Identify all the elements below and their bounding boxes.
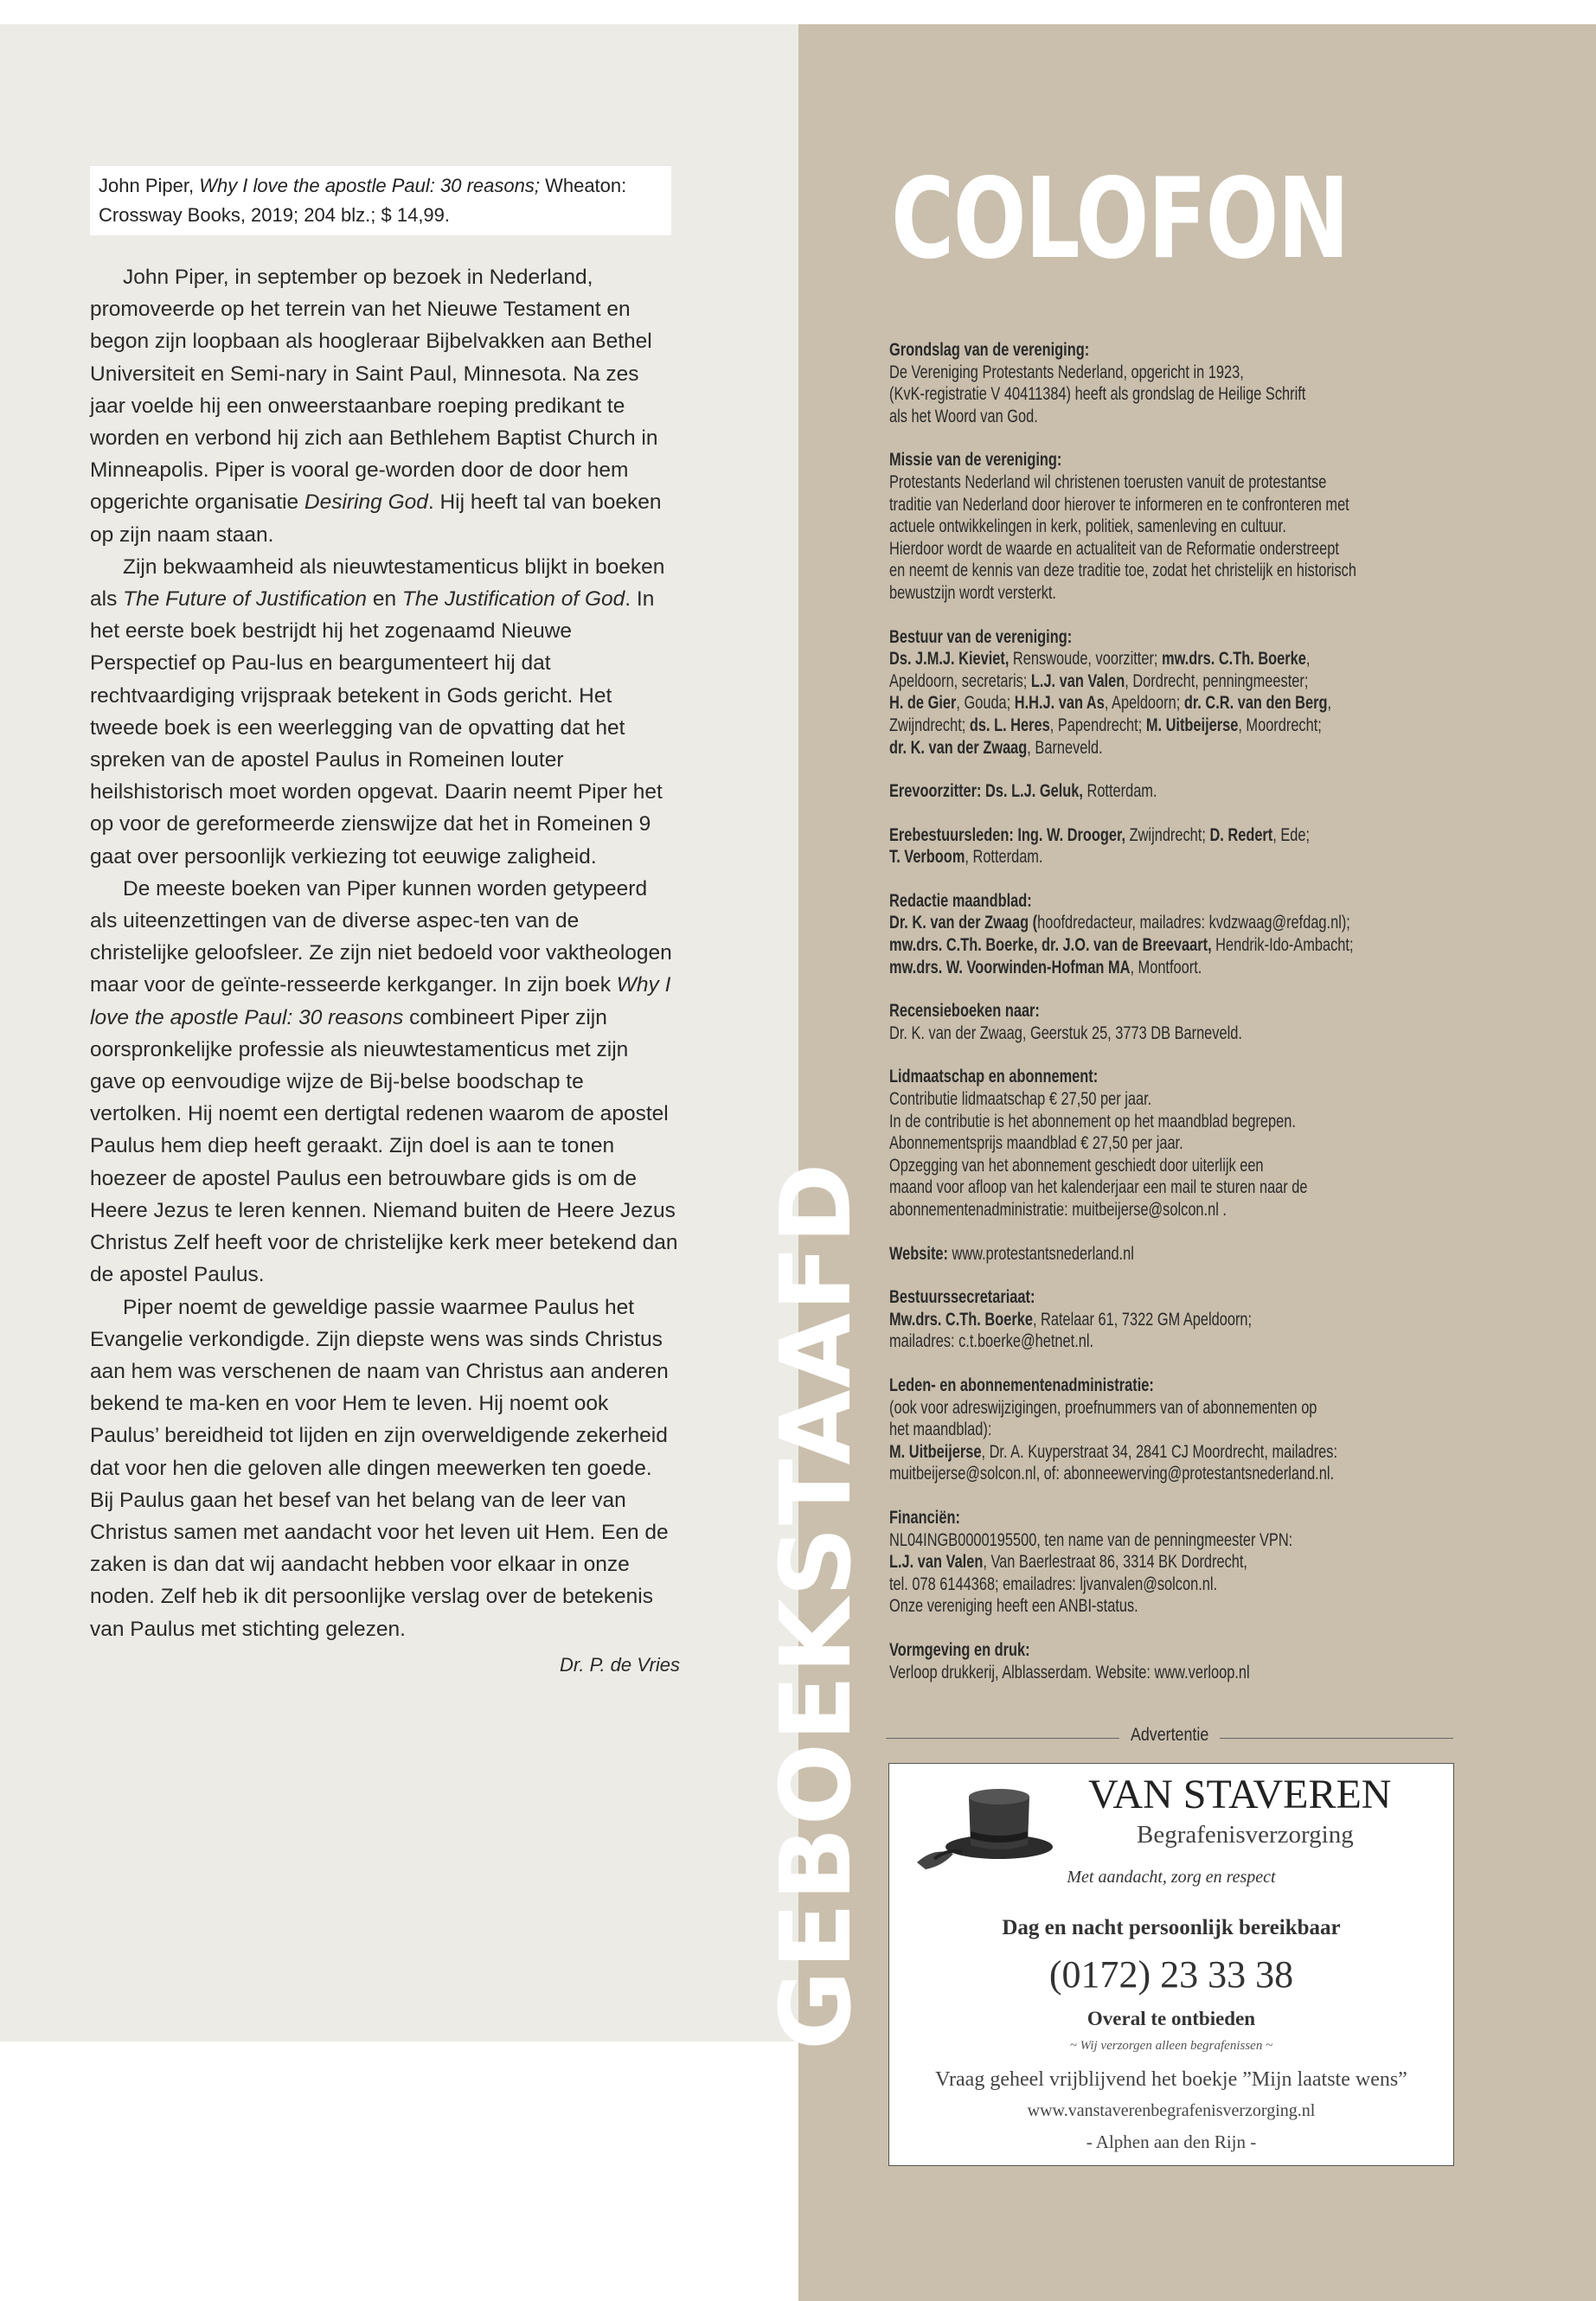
colofon-redactie: Redactie maandblad: Dr. K. van der Zwaag (hoofdredacteur, mailadres: kvdzwaag@refdag.nl); mw.drs. C.Th. Boerke, dr. J.O. van de Breevaart, Hendrik-Ido-Ambacht; mw.drs. W. Voorwinden-Hofman MA, Montfoort. (889, 890, 1354, 977)
colofon-lidmaatschap: Lidmaatschap en abonnement: Contributie lidmaatschap € 27,50 per jaar. In de contributie is het abonnement op het maandblad begrepen. Abonnementsprijs maandblad € 27,50 per jaar. Opzegging van het abonnement geschiedt door uiterlijk een maand voor afloop van het kalenderjaar een mail te sturen naar de abonnementenadministratie: muitbeijerse@solcon.nl . (889, 1067, 1308, 1220)
colofon-grondslag: Grondslag van de vereniging: De Vereniging Protestants Nederland, opgericht in 1923, (KvK-registratie V 40411384) heeft als grondslag de Heilige Schrift als het Woord van God. (889, 340, 1306, 426)
colofon-administratie: Leden- en abonnementenadministratie: (ook voor adreswijzigingen, proefnummers van of abonnementen op het maandblad): M. Uitbeijerse, Dr. A. Kuyperstraat 34, 2841 CJ Moordrecht, mailadres: muitbeijerse@solcon.nl, of: abonneewerving@protestantsnederland.nl. (889, 1375, 1338, 1484)
colofon-website: Website: www.protestantsnederland.nl (889, 1243, 1134, 1264)
review-paragraph-2: Zijn bekwaamheid als nieuwtestamenticus blijkt in boeken als The Future of Justification en The Justification of God. In het eerste boek bestrijdt hij het zogenaamd Nieuwe Perspectief op Pau-lus en beargumenteert hij dat rechtvaardiging vrijspraak betekent in Gods gericht. Het tweede boek is een weerlegging van de opvatting dat het spreken van de apostel Paulus in Romeinen louter heilshistorisch moet worden opgevat. Daarin neemt Piper het op voor de gereformeerde zienswijze dat het in Romeinen 9 gaat over persoonlijk verkiezing tot eeuwige zaligheid. (90, 554, 665, 868)
book-reference (90, 166, 671, 235)
colofon-title: COLOFON (891, 155, 1349, 284)
top-hat-icon (908, 1779, 1055, 1875)
ad-availability: Dag en nacht persoonlijk bereikbaar (1002, 1916, 1341, 1939)
colofon-missie: Missie van de vereniging: Protestants Nederland wil christenen toerusten vanuit de protestantse traditie van Nederland door hierover te informeren en te confronteren met actuele ontwikkelingen in kerk, politiek, samenleving en cultuur. Hierdoor wordt de waarde en actualiteit van de Reformatie onderstreept en neemt de kennis van deze traditie toe, zodat het christelijk en historisch bewustzijn wordt versterkt. (889, 450, 1356, 603)
review-paragraph-3: De meeste boeken van Piper kunnen worden getypeerd als uiteenzettingen van de diverse aspec-ten van de christelijke geloofsleer. Ze zijn niet bedoeld voor vaktheologen maar voor de geïnte-resseerde kerkganger. In zijn boek Why I love the apostle Paul: 30 reasons combineert Piper zijn oorspronkelijke professie als nieuwtestamenticus met zijn gave op eenvoudige wijze de Bij-belse boodschap te vertolken. Hij noemt een dertigtal redenen waarom de apostel Paulus hem diep heeft geraakt. Zijn doel is aan te tonen hoezeer de apostel Paulus een betrouwbare gids is om de Heere Jezus te leren kennen. Niemand buiten de Heere Jezus Christus Zelf heeft voor de christelijke kerk meer betekend dan de apostel Paulus. (90, 876, 678, 1287)
ad-company-name: VAN STAVEREN (1088, 1772, 1392, 1817)
ref-details: Crossway Books, 2019; 204 blz.; $ 14,99. (99, 204, 451, 226)
review-paragraph-1: John Piper, in september op bezoek in Nederland, promoveerde op het terrein van het Nieuwe Testament en begon zijn loopbaan als hoogleraar Bijbelvakken aan Bethel Universiteit en Semi-nary in Saint Paul, Minnesota. Na zes jaar voelde hij een onweerstaanbare roeping predikant te worden en verbond hij zich aan Bethlehem Baptist Church in Minneapolis. Piper is vooral ge-worden door de door hem opgerichte organisatie Desiring God. Hij heeft tal van boeken op zijn naam staan. (90, 266, 662, 547)
book-review (90, 261, 680, 1681)
ref-title: Why I love the apostle Paul: 30 reasons; (199, 175, 540, 196)
ad-city: - Alphen aan den Rijn - (1086, 2131, 1257, 2152)
colofon-recensieboeken: Recensieboeken naar: Dr. K. van der Zwaag, Geerstuk 25, 3773 DB Barneveld. (889, 1001, 1242, 1043)
ad-tagline: Met aandacht, zorg en respect (1067, 1868, 1276, 1887)
ad-phone-number: (0172) 23 33 38 (1048, 1953, 1294, 1996)
ref-author: John Piper, (99, 175, 200, 196)
colofon-erebestuursleden: Erebestuursleden: Ing. W. Drooger, Zwijndrecht; D. Redert, Ede; T. Verboom, Rotterdam. (889, 824, 1311, 868)
colofon-financien: Financiën: NL04INGB0000195500, ten name van de penningmeester VPN: L.J. van Valen, Van Baerlestraat 86, 3314 BK Dordrecht, tel. 078 6144368; emailadres: ljvanvalen@solcon.nl. Onze vereniging heeft een ANBI-status. (889, 1507, 1293, 1617)
ad-service-area: Overal te ontbieden (1086, 2008, 1256, 2029)
colofon-erevoorzitter: Erevoorzitter: Ds. L.J. Geluk, Rotterdam. (889, 781, 1157, 802)
advertisement-box (888, 1763, 1454, 2166)
section-label-vertical: GEBOEKSTAAFD (760, 1161, 873, 2050)
colofon-bestuur: Bestuur van de vereniging: Ds. J.M.J. Kieviet, Renswoude, voorzitter; mw.drs. C.Th. Boerke, Apeldoorn, secretaris; L.J. van Valen, Dordrecht, penningmeester; H. de Gier, Gouda; H.H.J. van As, Apeldoorn; dr. C.R. van den Berg, Zwijndrecht; ds. L. Heres, Papendrecht; M. Uitbeijerse, Moordrecht; dr. K. van der Zwaag, Barneveld. (889, 626, 1332, 758)
ad-booklet-offer: Vraag geheel vrijblijvend het boekje ”Mijn laatste wens” (935, 2068, 1407, 2091)
colofon-secretariaat: Bestuurssecretariaat: Mw.drs. C.Th. Boerke, Ratelaar 61, 7322 GM Apeldoorn; mailadres: c.t.boerke@hetnet.nl. (889, 1287, 1253, 1352)
ad-website: www.vanstaverenbegrafenisverzorging.nl (1027, 2101, 1316, 2120)
divider (1220, 1738, 1453, 1739)
ref-publisher: Wheaton: (539, 175, 627, 196)
review-paragraph-4: Piper noemt de geweldige passie waarmee Paulus het Evangelie verkondigde. Zijn diepste wens was sinds Christus aan hem was verschenen de naam van Christus aan anderen bekend te ma-ken en voor Hem te leven. Hij noemt ook Paulus’ bereidheid tot lijden en zijn overweldigende zekerheid dat voor hen die geloven alle dingen meewerken ten goede. Bij Paulus gaan het besef van het belang van de leer van Christus samen met aandacht voor het leven uit Hem. Een de zaken is dan dat wij aandacht hebben voor elkaar in onze noden. Zelf heb ik dit persoonlijke verslag over de betekenis van Paulus met stichting gelezen. (90, 1295, 669, 1641)
review-signature: Dr. P. de Vries (560, 1653, 680, 1676)
divider (886, 1738, 1119, 1739)
ad-subtitle: Begrafenisverzorging (1137, 1821, 1354, 1849)
advertisement-label: Advertentie (886, 1725, 1453, 1751)
colofon-body (889, 339, 1550, 1705)
colofon-druk: Vormgeving en druk: Verloop drukkerij, Alblasserdam. Website: www.verloop.nl (889, 1639, 1250, 1682)
ad-small-print: ~ Wij verzorgen alleen begrafenissen ~ (1069, 2039, 1273, 2053)
